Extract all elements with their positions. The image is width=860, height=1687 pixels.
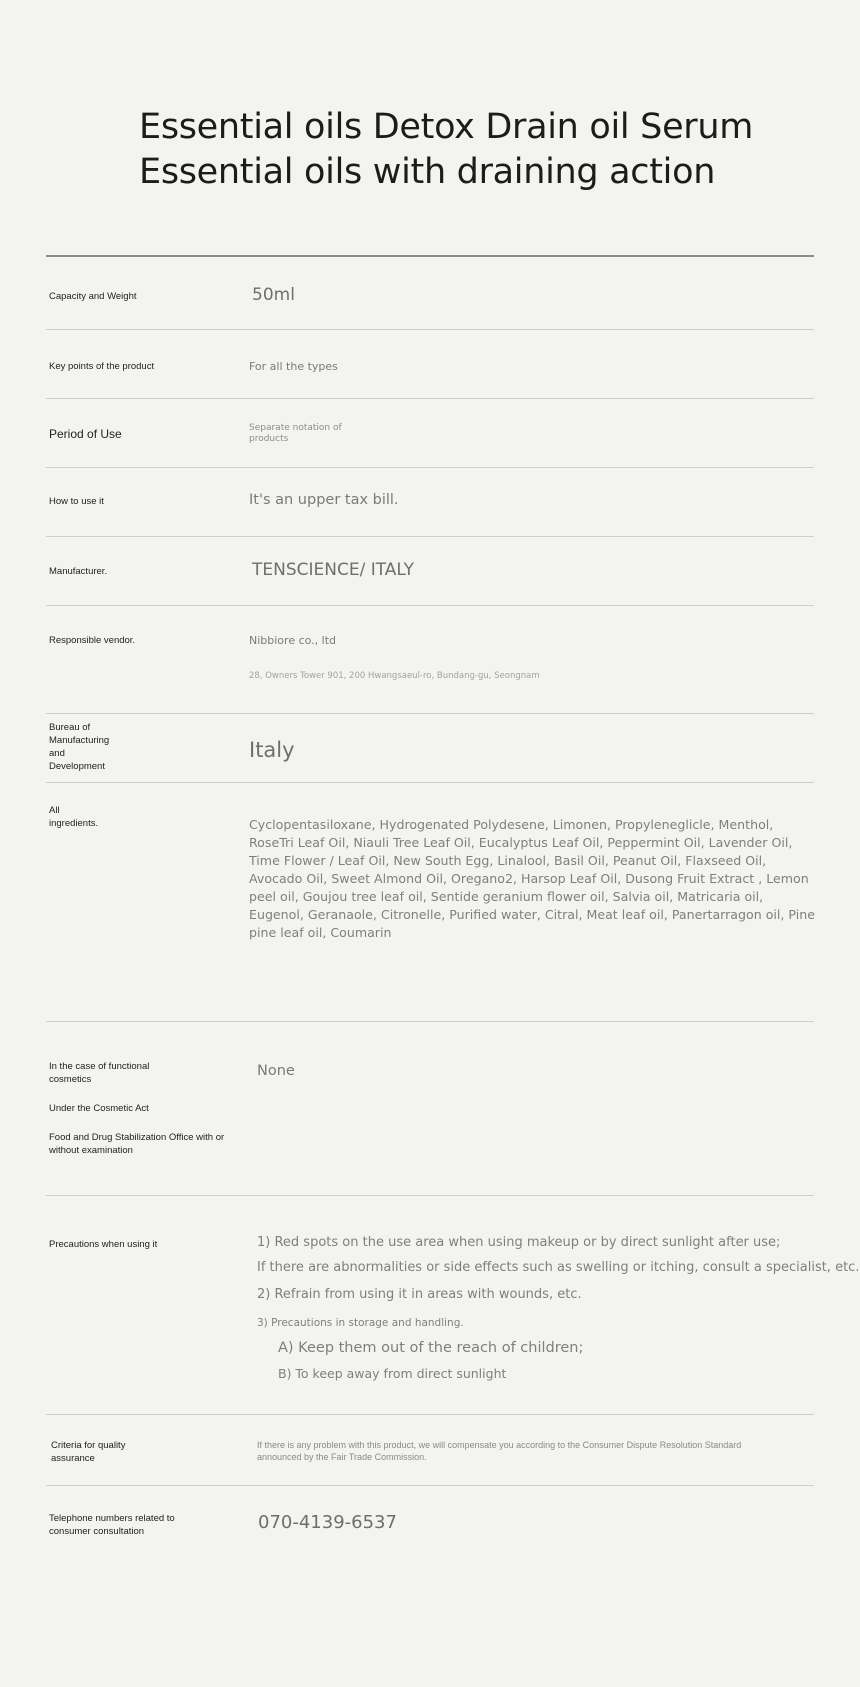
precaution-item-1: 1) Red spots on the use area when using makeup or by direct sunlight after use; (257, 1235, 781, 1250)
how-to-use-value: It's an upper tax bill. (249, 492, 399, 508)
title-line-2: Essential oils with draining action (139, 152, 716, 192)
how-to-use-label: How to use it (49, 496, 104, 507)
row-divider (46, 467, 814, 468)
precaution-item-2: 2) Refrain from using it in areas with wounds, etc. (257, 1287, 582, 1302)
table-top-divider (46, 255, 814, 257)
bureau-value: Italy (249, 738, 295, 762)
functional-value: None (257, 1063, 295, 1079)
row-divider (46, 1195, 814, 1196)
row-divider (46, 605, 814, 606)
manufacturer-label: Manufacturer. (49, 566, 108, 577)
precautions-label: Precautions when using it (49, 1239, 158, 1250)
product-title (139, 105, 753, 195)
quality-value: If there is any problem with this product, we will compensate you according to the Consumer Dispute Resolution Standard announced by the Fair Trade Commission. (257, 1440, 742, 1462)
ingredients-value: Cyclopentasiloxane, Hydrogenated Polydesene, Limonen, Propyleneglicle, Menthol, RoseTri Leaf Oil, Niauli Tree Leaf Oil, Eucalyptus Leaf Oil, Peppermint Oil, Lavender Oil, Time Flower / Leaf Oil, New South Egg, Linalool, Basil Oil, Peanut Oil, Flaxseed Oil, Avocado Oil, Sweet Almond Oil, Oregano2, Harsop Leaf Oil, Dusong Fruit Extract , Lemon peel oil, Goujou tree leaf oil, Sentide geranium flower oil, Salvia oil, Matricaria oil, Eugenol, Geranaole, Citronelle, Purified water, Citral, Meat leaf oil, Panertarragon oil, Pine pine leaf oil, Coumarin (249, 817, 815, 940)
key-points-label: Key points of the product (49, 361, 155, 372)
telephone-value: 070-4139-6537 (258, 1512, 397, 1533)
title-line-1: Essential oils Detox Drain oil Serum (139, 107, 754, 147)
manufacturer-value: TENSCIENCE/ ITALY (252, 560, 415, 580)
bureau-label: Bureau of Manufacturing and Development (49, 722, 110, 772)
row-divider (46, 1021, 814, 1022)
vendor-address: 28, Owners Tower 901, 200 Hwangsaeul-ro, Bundang-gu, Seongnam (249, 671, 540, 681)
precaution-item-3a: A) Keep them out of the reach of children; (278, 1340, 584, 1356)
row-divider (46, 1485, 814, 1486)
row-divider (46, 536, 814, 537)
row-divider (46, 782, 814, 783)
telephone-label: Telephone numbers related to consumer consultation (49, 1513, 175, 1537)
period-of-use-value: Separate notation of products (249, 423, 342, 444)
precaution-item-3b: B) To keep away from direct sunlight (278, 1366, 507, 1381)
precaution-item-1b: If there are abnormalities or side effects such as swelling or itching, consult a specialist, etc. (257, 1260, 860, 1275)
row-divider (46, 398, 814, 399)
capacity-value: 50ml (252, 285, 295, 305)
capacity-label: Capacity and Weight (49, 291, 137, 302)
functional-label: In the case of functional cosmetics Under the Cosmetic Act Food and Drug Stabilization Office with or without examination (49, 1061, 225, 1156)
vendor-label: Responsible vendor. (49, 635, 136, 646)
row-divider (46, 329, 814, 330)
precaution-item-3: 3) Precautions in storage and handling. (257, 1317, 464, 1329)
quality-label: Criteria for quality assurance (51, 1440, 126, 1464)
row-divider (46, 1414, 814, 1415)
ingredients-label: All ingredients. (49, 805, 99, 829)
vendor-name: Nibbiore co., ltd (249, 634, 337, 647)
period-of-use-label: Period of Use (49, 427, 122, 441)
key-points-value: For all the types (249, 360, 338, 373)
row-divider (46, 713, 814, 714)
